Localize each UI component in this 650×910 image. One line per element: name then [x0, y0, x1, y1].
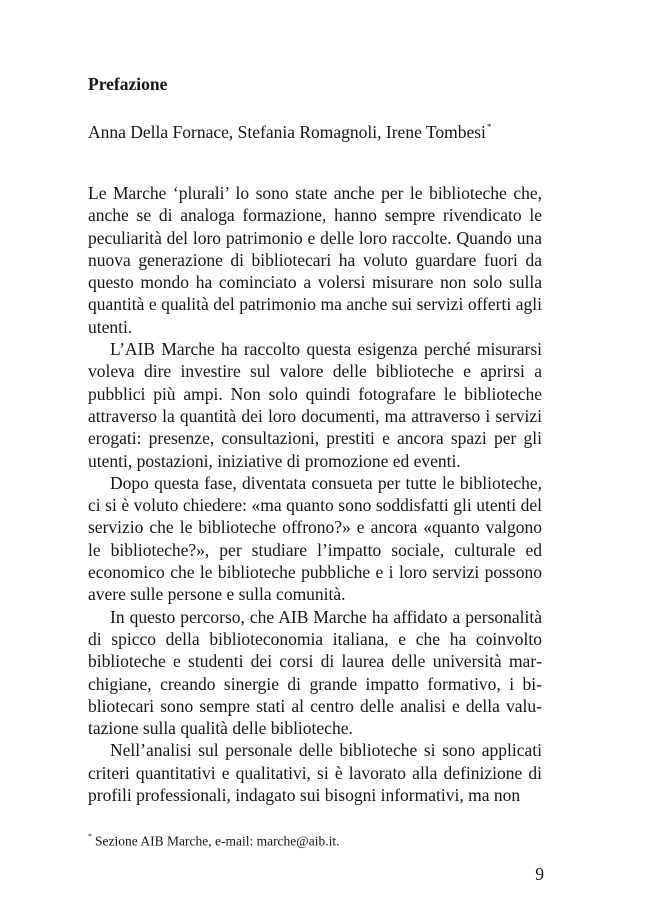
body-paragraph-3: Dopo questa fase, diventata consueta per tutte le biblioteche, ci si è voluto chiedere: «ma quanto sono soddisfatti gli utenti del servizio che le biblioteche offrono?» e ancora «quanto valgono le biblioteche?», per studiare l’impatto sociale, culturale ed economico che le biblioteche pubbliche e i loro servizi possono avere sulle persone e sulla comunità.	[88, 472, 542, 605]
footnote-marker: *	[88, 832, 92, 841]
body-paragraph-5: Nell’analisi sul personale delle biblioteche si sono applicati criteri quantitativi e qualitativi, si è lavorato alla definizione di profili professionali, indagato sui bisogni informativi, ma non	[88, 740, 542, 806]
chapter-title: Prefazione	[88, 74, 168, 94]
body-paragraph-2: L’AIB Marche ha raccolto questa esigenza perché misurarsi voleva dire investire sul valore delle biblioteche e aprirsi a pubblici più ampi. Non solo quindi fotografare le biblioteche attraverso la quantità dei loro documenti, ma attraverso i servizi erogati: presenze, consultazioni, prestiti e ancora spazi per gli utenti, postazioni, iniziative di promozione ed eventi.	[88, 339, 542, 471]
body-paragraph-1: Le Marche ‘plurali’ lo sono state anche per le biblioteche che, anche se di analoga formazione, hanno sempre rivendicato le peculiarità del loro patrimonio e delle loro raccolte. Quando una nuova generazione di bibliotecari ha voluto guardare fuori da questo mondo ha cominciato a volersi misurare non solo sulla quantità e qualità del patrimonio ma anche sui servizi offerti agli utenti.	[88, 183, 542, 337]
page-number: 9	[535, 864, 544, 884]
chapter-body	[88, 182, 542, 806]
footnote	[88, 829, 339, 851]
authors-footnote-marker: *	[486, 122, 492, 132]
footnote-text: Sezione AIB Marche, e-mail: marche@aib.it.	[95, 833, 340, 849]
authors-names: Anna Della Fornace, Stefania Romagnoli, Irene Tombesi	[88, 121, 486, 142]
body-paragraph-4: In questo percorso, che AIB Marche ha affidato a personalità di spicco della biblioteconomia italiana, e che ha coinvolto biblioteche e studenti dei corsi di laurea delle università marchigiane, creando sinergie di grande impatto formativo, i bibliotecari sono sempre stati al centro delle analisi e della valutazione sulla qualità delle biblioteche.	[88, 606, 542, 739]
chapter-authors	[88, 116, 491, 144]
